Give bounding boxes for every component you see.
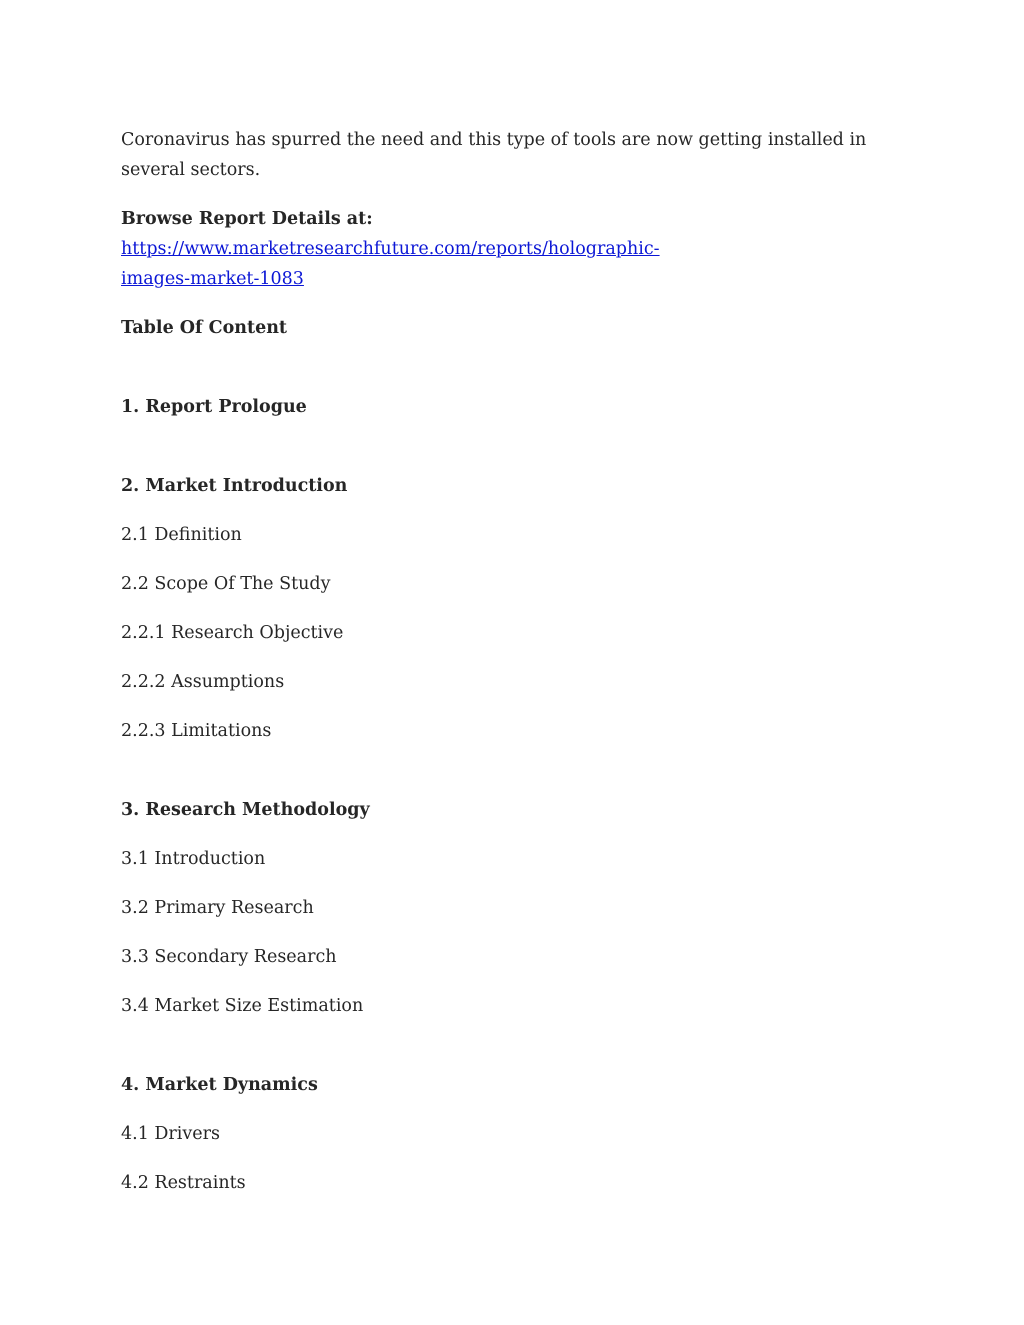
toc-section-3: 3. Research Methodology — [121, 800, 370, 820]
toc-item-2-2-2: 2.2.2 Assumptions — [121, 672, 285, 692]
toc-item-3-4: 3.4 Market Size Estimation — [121, 996, 364, 1016]
toc-heading: Table Of Content — [121, 318, 288, 338]
toc-item-2-2-3: 2.2.3 Limitations — [121, 721, 272, 741]
toc-item-4-1: 4.1 Drivers — [121, 1124, 220, 1144]
toc-item-2-2-1: 2.2.1 Research Objective — [121, 623, 344, 643]
document-page — [121, 125, 911, 1217]
intro-paragraph: Coronavirus has spurred the need and this type of tools are now getting installed in several sectors. — [121, 130, 867, 180]
toc-item-2-2: 2.2 Scope Of The Study — [121, 574, 331, 594]
report-link-part-2: images-market-1083 — [121, 269, 304, 289]
toc-section-2: 2. Market Introduction — [121, 476, 348, 496]
toc-item-2-1: 2.1 Definition — [121, 525, 242, 545]
toc-item-3-1: 3.1 Introduction — [121, 849, 266, 869]
browse-report-paragraph — [121, 204, 911, 294]
report-link-part-1: https://www.marketresearchfuture.com/reports/holographic- — [121, 239, 660, 259]
toc-item-4-2: 4.2 Restraints — [121, 1173, 246, 1193]
browse-report-label: Browse Report Details at: — [121, 209, 373, 229]
toc-section-4: 4. Market Dynamics — [121, 1075, 318, 1095]
toc-section-1: 1. Report Prologue — [121, 397, 307, 417]
report-link[interactable] — [121, 239, 660, 289]
toc-item-3-2: 3.2 Primary Research — [121, 898, 314, 918]
toc-item-3-3: 3.3 Secondary Research — [121, 947, 337, 967]
